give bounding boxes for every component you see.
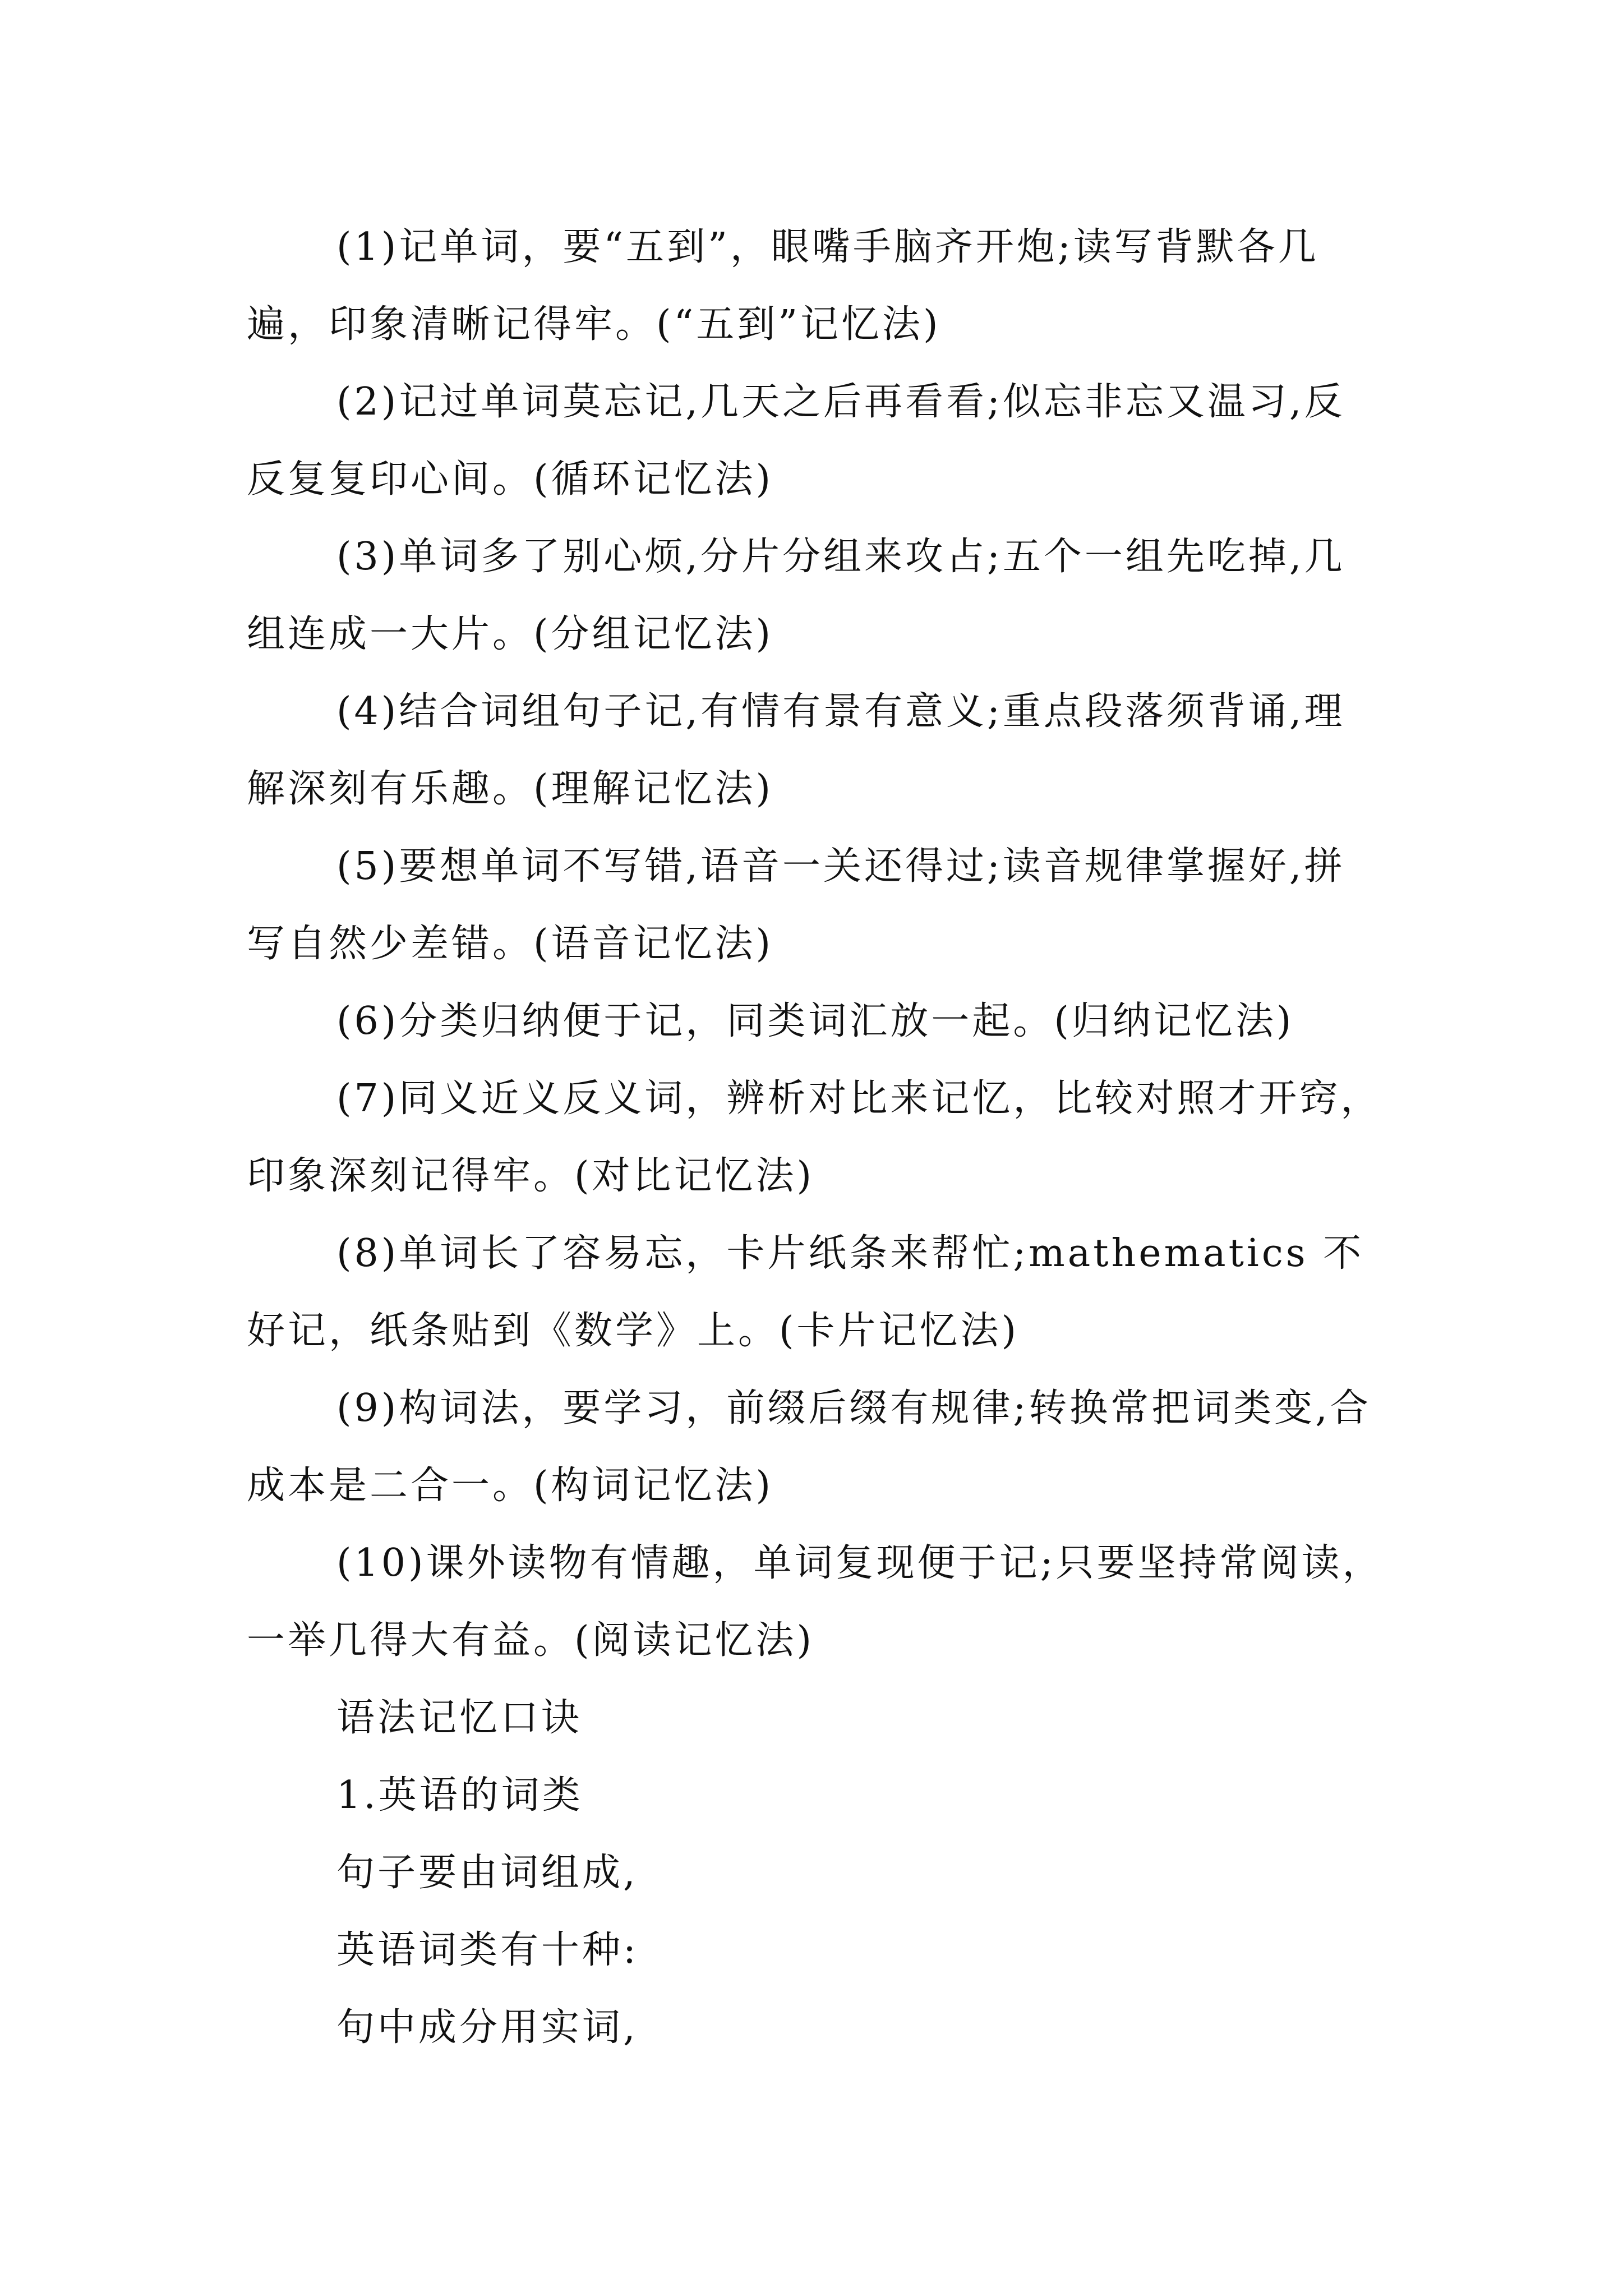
mnemonic-paragraph-9: (9)构词法，要学习，前缀后缀有规律;转换常把词类变,合成本是二合一。(构词记忆法) <box>247 1386 1371 1508</box>
mnemonic-paragraph-7: (7)同义近义反义词，辨析对比来记忆，比较对照才开窍，印象深刻记得牢。(对比记忆法) <box>247 1076 1382 1198</box>
mnemonic-paragraph-6: (6)分类归纳便于记，同类词汇放一起。(归纳记忆法) <box>336 999 1294 1043</box>
verse-line-3: 句中成分用实词, <box>336 2005 638 2050</box>
section-heading: 语法记忆口诀 <box>336 1696 583 1740</box>
mnemonic-paragraph-1: (1)记单词，要“五到”，眼嘴手脑齐开炮;读写背默各几遍，印象清晰记得牢。(“五到”记忆法) <box>247 225 1319 347</box>
mnemonic-paragraph-4: (4)结合词组句子记,有情有景有意义;重点段落须背诵,理解深刻有乐趣。(理解记忆法) <box>247 689 1345 811</box>
verse-line-1: 句子要由词组成, <box>336 1851 638 1895</box>
subsection-heading: 1.英语的词类 <box>336 1773 583 1818</box>
mnemonic-paragraph-8: (8)单词长了容易忘，卡片纸条来帮忙;mathematics 不好记，纸条贴到《数学》上。(卡片记忆法) <box>247 1231 1364 1353</box>
mnemonic-paragraph-2: (2)记过单词莫忘记,几天之后再看看;似忘非忘又温习,反反复复印心间。(循环记忆法) <box>247 380 1345 501</box>
verse-line-2: 英语词类有十种: <box>336 1928 639 1972</box>
mnemonic-paragraph-10: (10)课外读物有情趣，单词复现便于记;只要坚持常阅读，一举几得大有益。(阅读记忆法) <box>247 1541 1384 1663</box>
mnemonic-paragraph-3: (3)单词多了别心烦,分片分组来攻占;五个一组先吃掉,几组连成一大片。(分组记忆法) <box>247 535 1345 656</box>
document-body <box>247 209 1385 2067</box>
mnemonic-paragraph-5: (5)要想单词不写错,语音一关还得过;读音规律掌握好,拼写自然少差错。(语音记忆法) <box>247 844 1345 966</box>
